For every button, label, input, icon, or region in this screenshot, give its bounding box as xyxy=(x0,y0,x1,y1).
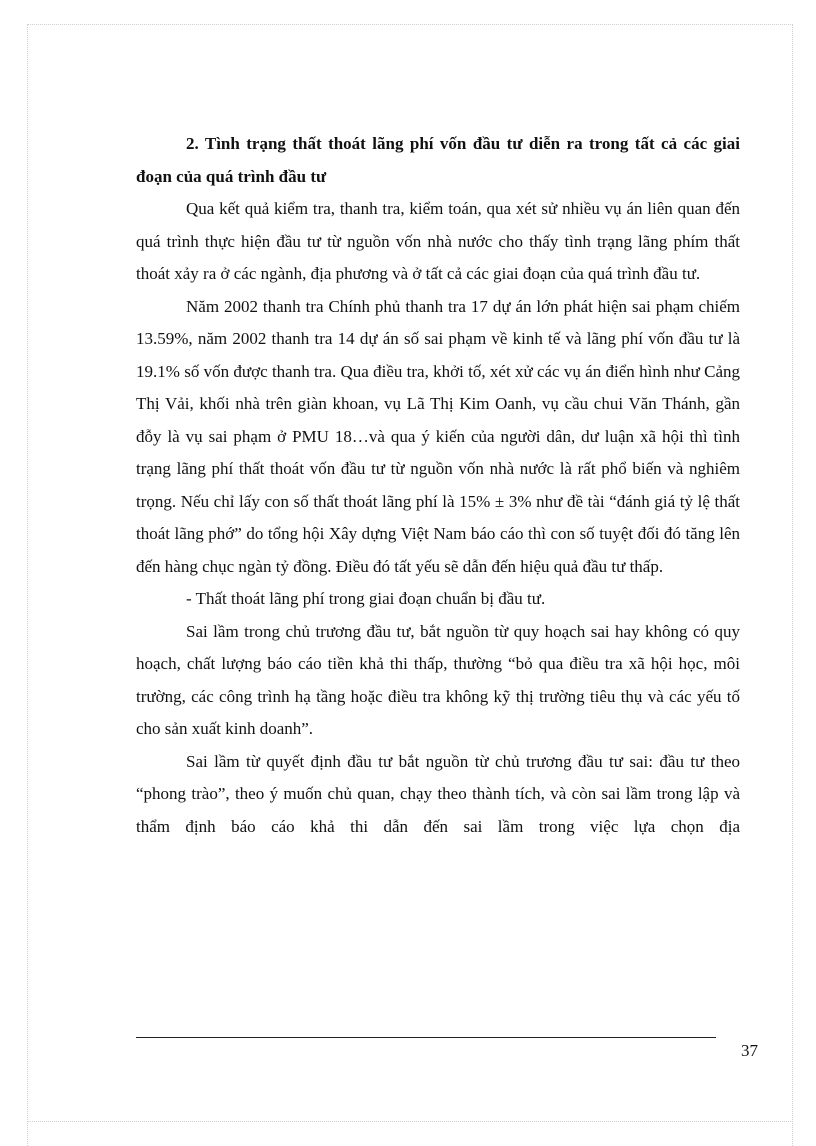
footer-rule xyxy=(136,1037,716,1038)
paragraph-5: Sai lầm từ quyết định đầu tư bắt nguồn từ chủ trương đầu tư sai: đầu tư theo “phong trào”, theo ý muốn chủ quan, chạy theo thành tích, và còn sai lầm trong lập và thẩm định báo cáo khả thi dẫn đến sai lầm trong việc lựa chọn địa xyxy=(136,751,740,836)
paragraph-4: Sai lầm trong chủ trương đầu tư, bắt nguồn từ quy hoạch sai hay không có quy hoạch, chất lượng báo cáo tiền khả thi thấp, thường “bỏ qua điều tra xã hội học, môi trường, các công trình hạ tầng hoặc điều tra không kỹ thị trường tiêu thụ và các yếu tố cho sản xuất kinh doanh”. xyxy=(136,621,740,738)
paragraph-1: Qua kết quả kiểm tra, thanh tra, kiểm toán, qua xét sử nhiều vụ án liên quan đến quá trình thực hiện đầu tư từ nguồn vốn nhà nước cho thấy tình trạng lãng phím thất thoát xảy ra ở các ngành, địa phương và ở tất cả các giai đoạn của quá trình đầu tư. xyxy=(136,199,740,283)
paragraph-2: Năm 2002 thanh tra Chính phủ thanh tra 17 dự án lớn phát hiện sai phạm chiếm 13.59%, năm 2002 thanh tra 14 dự án số sai phạm về kinh tế và lãng phí vốn đầu tư là 19.1% số vốn được thanh tra. Qua điều tra, khởi tố, xét xử các vụ án điển hình như Cảng Thị Vải, khối nhà trên giàn khoan, vụ Lã Thị Kim Oanh, vụ cầu chui Văn Thánh, gần đỗy là vụ sai phạm ở PMU 18…và qua ý kiến của người dân, dư luận xã hội thì tình trạng lãng phí thất thoát vốn đầu tư từ nguồn vốn nhà nước là rất phổ biến và nghiêm trọng. Nếu chỉ lấy con số thất thoát lãng phí là 15% ± 3% như đề tài “đánh giá tỷ lệ thất thoát lãng phớ” do tổng hội Xây dựng Việt Nam báo cáo thì con số tuyệt đối đó tăng lên đến hàng chục ngàn tỷ đồng. Điều đó tất yếu sẽ dẫn đến hiệu quả đầu tư thấp. xyxy=(136,296,740,576)
page-bottom-edge xyxy=(27,1121,793,1122)
section-heading: 2. Tình trạng thất thoát lãng phí vốn đầu tư diễn ra trong tất cả các giai đoạn của quá trình đầu tư xyxy=(136,134,740,186)
page-number: 37 xyxy=(741,1041,758,1060)
paragraph-3: - Thất thoát lãng phí trong giai đoạn chuẩn bị đầu tư. xyxy=(186,589,546,608)
document-body xyxy=(136,128,740,843)
